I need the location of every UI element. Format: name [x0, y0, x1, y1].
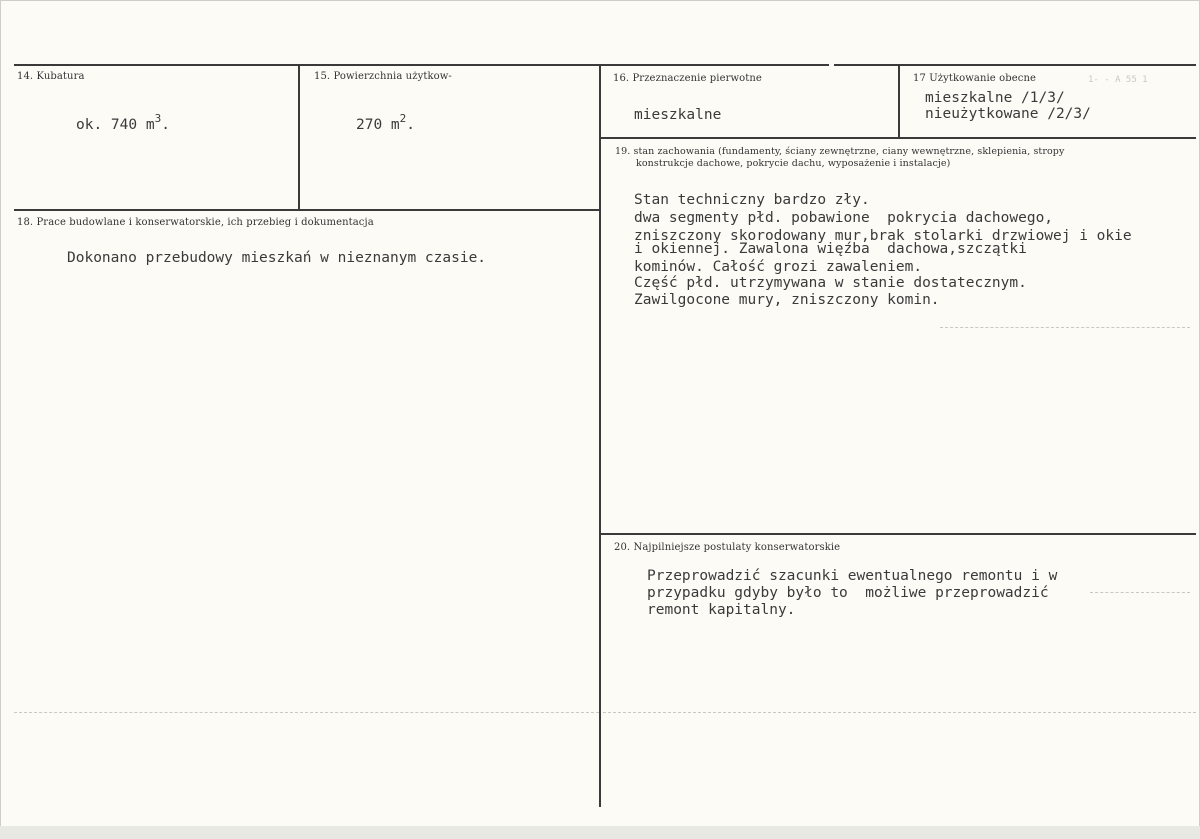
field-14-label: 14. Kubatura	[17, 71, 85, 82]
field-16-label: 16. Przeznaczenie pierwotne	[613, 73, 762, 84]
guide-line	[1090, 592, 1190, 593]
field-19-label-line-1: 19. stan zachowania (fundamenty, ściany zewnętrzne, ciany wewnętrzne, sklepienia, stropy	[615, 146, 1065, 157]
field-19-line-3: zniszczony skorodowany mur,brak stolarki drzwiowej i okie	[634, 228, 1132, 244]
divider-14-15	[298, 65, 300, 210]
top-rule-right	[834, 64, 1196, 66]
field-17-label: 17 Użytkowanie obecne	[913, 73, 1037, 84]
field-18-label: 18. Prace budowlane i konserwatorskie, ich przebieg i dokumentacja	[17, 217, 374, 228]
guide-line	[940, 327, 1190, 328]
field-17-line-2: nieużytkowane /2/3/	[925, 106, 1091, 122]
field-20-line-3: remont kapitalny.	[647, 602, 796, 618]
guide-line	[603, 712, 1196, 713]
field-20-line-1: Przeprowadzić szacunki ewentualnego remontu i w	[647, 568, 1058, 584]
rule-row1-left	[14, 209, 599, 211]
field-18-value: Dokonano przebudowy mieszkań w nieznanym czasie.	[67, 250, 487, 266]
guide-line	[14, 712, 599, 713]
field-19-line-6: Część płd. utrzymywana w stanie dostatecznym.	[634, 275, 1027, 291]
field-20-line-2: przypadku gdyby było to możliwe przeprowadzić	[647, 585, 1049, 601]
margin-mark: 1- - A 55 1	[1088, 75, 1148, 85]
field-17-line-1: mieszkalne /1/3/	[925, 90, 1065, 106]
field-19-line-1: Stan techniczny bardzo zły.	[634, 192, 870, 208]
field-20-label: 20. Najpilniejsze postulaty konserwatorskie	[614, 542, 841, 553]
rule-row3-right	[601, 533, 1196, 535]
field-15-label: 15. Powierzchnia użytkow-	[314, 71, 452, 82]
top-rule-left	[14, 64, 829, 66]
field-19-line-2: dwa segmenty płd. pobawione pokrycia dachowego,	[634, 210, 1054, 226]
field-16-value: mieszkalne	[634, 107, 722, 123]
field-19-line-5: kominów. Całość grozi zawaleniem.	[634, 259, 923, 275]
divider-16-17	[898, 65, 900, 138]
card-bottom-edge	[0, 826, 1200, 839]
field-19-line-7: Zawilgocone mury, zniszczony komin.	[634, 292, 940, 308]
field-19-label-line-2: konstrukcje dachowe, pokrycie dachu, wyposażenie i instalacje)	[636, 158, 951, 169]
field-14-value: ok. 740 $m^3$.	[76, 112, 170, 133]
main-divider	[599, 65, 601, 807]
field-19-line-4: i okiennej. Zawalona więźba dachowa,szczątki	[634, 241, 1027, 257]
field-15-value: 270 $m^2$.	[356, 112, 416, 133]
